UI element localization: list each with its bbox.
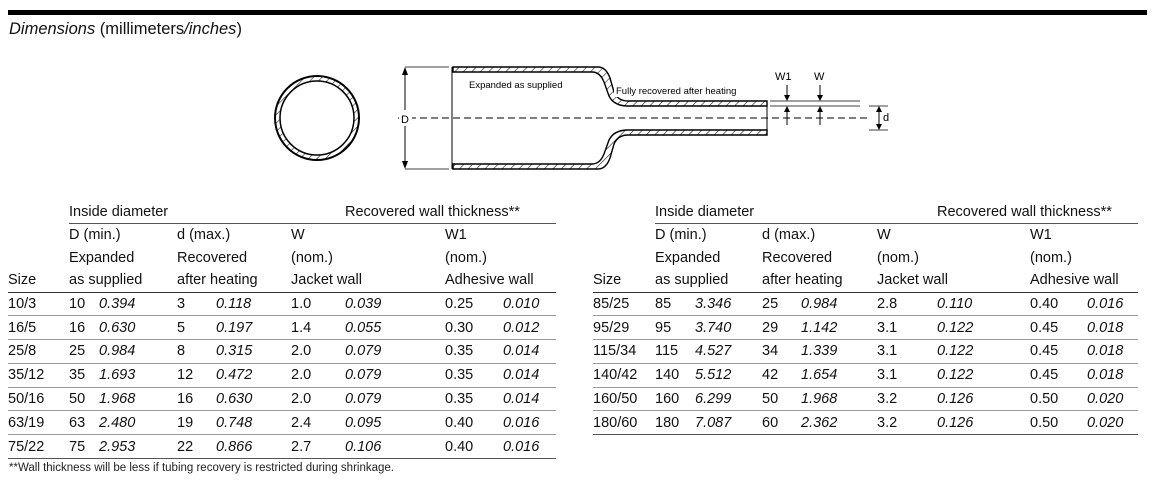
cell-w-in: 0.126 <box>937 387 1030 411</box>
cell-d-mm: 19 <box>177 411 216 435</box>
cell-d-in: 0.118 <box>216 292 291 316</box>
table-body-right <box>593 201 1138 435</box>
cell-d-mm: 35 <box>69 363 99 387</box>
header-D-min: D (min.) <box>69 227 121 244</box>
cell-size: 50/16 <box>8 387 69 411</box>
cell-d-mm: 160 <box>655 387 695 411</box>
cell-d-mm: 42 <box>762 363 801 387</box>
cell-w-in: 0.039 <box>345 292 445 316</box>
cell-w1-mm: 0.35 <box>445 387 503 411</box>
label-D: D <box>401 114 409 126</box>
cell-d-in: 1.968 <box>801 387 877 411</box>
cell-size: 160/50 <box>593 387 655 411</box>
cell-size: 180/60 <box>593 411 655 435</box>
cell-w-mm: 2.4 <box>291 411 345 435</box>
dimension-W <box>770 85 860 125</box>
cell-w1-in: 0.014 <box>503 340 556 364</box>
cell-d-in: 0.984 <box>99 340 177 364</box>
header-d-max: d (max.) <box>762 227 816 244</box>
cell-w1-in: 0.018 <box>1087 340 1138 364</box>
cell-w-mm: 3.1 <box>877 363 937 387</box>
cell-d-in: 2.953 <box>99 435 177 459</box>
cell-w1-mm: 0.45 <box>1030 363 1087 387</box>
cell-d-mm: 63 <box>69 411 99 435</box>
cell-w-mm: 2.0 <box>291 387 345 411</box>
cell-w1-mm: 0.50 <box>1030 411 1087 435</box>
cell-size: 140/42 <box>593 363 655 387</box>
table-row <box>8 411 556 435</box>
label-expanded: Expanded as supplied <box>469 80 563 91</box>
cell-d-in: 3.346 <box>695 292 762 316</box>
cell-w1-mm: 0.35 <box>445 340 503 364</box>
header-size: Size <box>8 269 69 292</box>
cell-w1-in: 0.018 <box>1087 316 1138 340</box>
cell-w1-in: 0.016 <box>503 411 556 435</box>
cell-w-in: 0.122 <box>937 340 1030 364</box>
dimensions-table-right <box>593 201 1138 435</box>
cell-d-in: 1.654 <box>801 363 877 387</box>
cell-w-in: 0.055 <box>345 316 445 340</box>
cell-size: 85/25 <box>593 292 655 316</box>
cell-w1-in: 0.014 <box>503 387 556 411</box>
header-adhesive-wall: Adhesive wall <box>445 269 556 292</box>
table-row <box>8 340 556 364</box>
cross-section-circle <box>275 76 359 160</box>
cell-d-mm: 3 <box>177 292 216 316</box>
header-after-heating: after heating <box>177 269 291 292</box>
header-nom-W: (nom.) <box>291 249 333 266</box>
cell-d-in: 0.866 <box>216 435 291 459</box>
table-row <box>593 387 1138 411</box>
cell-w-mm: 3.1 <box>877 316 937 340</box>
cell-d-mm: 85 <box>655 292 695 316</box>
table-row <box>593 292 1138 316</box>
cell-d-in: 7.087 <box>695 411 762 435</box>
cell-w-mm: 3.1 <box>877 340 937 364</box>
cell-w1-in: 0.014 <box>503 363 556 387</box>
cell-d-in: 3.740 <box>695 316 762 340</box>
cell-w-in: 0.122 <box>937 316 1030 340</box>
cell-size: 10/3 <box>8 292 69 316</box>
cell-w-in: 0.110 <box>937 292 1030 316</box>
cell-d-in: 0.197 <box>216 316 291 340</box>
cell-w-in: 0.122 <box>937 363 1030 387</box>
cell-d-in: 0.630 <box>99 316 177 340</box>
cell-w1-mm: 0.50 <box>1030 387 1087 411</box>
cell-d-mm: 50 <box>762 387 801 411</box>
cell-d-mm: 140 <box>655 363 695 387</box>
header-W: W <box>291 227 305 244</box>
header-W1: W1 <box>445 227 467 244</box>
cell-w1-mm: 0.45 <box>1030 340 1087 364</box>
table-row <box>593 411 1138 435</box>
label-W1: W1 <box>775 71 792 83</box>
header-d-max: d (max.) <box>177 227 231 244</box>
cell-d-mm: 8 <box>177 340 216 364</box>
cell-w1-in: 0.020 <box>1087 387 1138 411</box>
cell-d-in: 0.984 <box>801 292 877 316</box>
cell-d-in: 0.748 <box>216 411 291 435</box>
header-W1: W1 <box>1030 227 1052 244</box>
table-row <box>8 435 556 459</box>
cell-d-mm: 22 <box>177 435 216 459</box>
header-nom-W1: (nom.) <box>1030 249 1072 266</box>
header-jacket-wall: Jacket wall <box>291 269 445 292</box>
cell-d-mm: 180 <box>655 411 695 435</box>
cell-w1-mm: 0.40 <box>445 411 503 435</box>
cell-w1-mm: 0.40 <box>1030 292 1087 316</box>
table-row <box>8 387 556 411</box>
cell-d-mm: 25 <box>69 340 99 364</box>
table-row <box>8 292 556 316</box>
cell-w-in: 0.095 <box>345 411 445 435</box>
cell-w1-in: 0.010 <box>503 292 556 316</box>
cell-size: 25/8 <box>8 340 69 364</box>
cell-w1-mm: 0.45 <box>1030 316 1087 340</box>
label-recovered: Fully recovered after heating <box>616 86 737 97</box>
header-adhesive-wall: Adhesive wall <box>1030 269 1138 292</box>
cell-d-in: 1.142 <box>801 316 877 340</box>
header-inside-diameter: Inside diameter <box>69 201 345 224</box>
cell-d-in: 0.630 <box>216 387 291 411</box>
cell-w1-mm: 0.25 <box>445 292 503 316</box>
cell-size: 35/12 <box>8 363 69 387</box>
cell-size: 16/5 <box>8 316 69 340</box>
cell-d-mm: 29 <box>762 316 801 340</box>
label-W: W <box>814 71 825 83</box>
cell-d-mm: 75 <box>69 435 99 459</box>
cell-w1-mm: 0.30 <box>445 316 503 340</box>
header-nom-W: (nom.) <box>877 249 919 266</box>
cell-w-in: 0.079 <box>345 387 445 411</box>
table-row <box>8 316 556 340</box>
cell-d-in: 1.968 <box>99 387 177 411</box>
cell-d-mm: 50 <box>69 387 99 411</box>
cell-d-in: 0.315 <box>216 340 291 364</box>
cell-d-in: 0.472 <box>216 363 291 387</box>
header-as-supplied: as supplied <box>655 269 762 292</box>
cell-d-mm: 16 <box>177 387 216 411</box>
cell-d-in: 4.527 <box>695 340 762 364</box>
header-inside-diameter: Inside diameter <box>655 201 937 224</box>
header-recovered-wall: Recovered wall thickness** <box>937 201 1138 224</box>
cell-w1-mm: 0.35 <box>445 363 503 387</box>
cell-w1-in: 0.012 <box>503 316 556 340</box>
cell-d-mm: 25 <box>762 292 801 316</box>
cell-w1-in: 0.016 <box>1087 292 1138 316</box>
cell-d-mm: 10 <box>69 292 99 316</box>
cell-d-mm: 115 <box>655 340 695 364</box>
cell-d-in: 0.394 <box>99 292 177 316</box>
cell-w1-in: 0.018 <box>1087 363 1138 387</box>
header-recovered: Recovered <box>177 249 248 266</box>
cell-w-mm: 3.2 <box>877 387 937 411</box>
cell-d-mm: 95 <box>655 316 695 340</box>
section-title: Dimensions (millimeters/inches) <box>9 20 242 38</box>
header-as-supplied: as supplied <box>69 269 177 292</box>
cell-d-in: 6.299 <box>695 387 762 411</box>
cell-d-in: 1.339 <box>801 340 877 364</box>
cell-size: 115/34 <box>593 340 655 364</box>
cell-d-mm: 5 <box>177 316 216 340</box>
cell-w1-in: 0.020 <box>1087 411 1138 435</box>
cell-w1-mm: 0.40 <box>445 435 503 459</box>
cell-w-in: 0.106 <box>345 435 445 459</box>
cell-w-mm: 2.0 <box>291 363 345 387</box>
cell-d-in: 5.512 <box>695 363 762 387</box>
table-row <box>593 340 1138 364</box>
header-jacket-wall: Jacket wall <box>877 269 1030 292</box>
footnote: **Wall thickness will be less if tubing recovery is restricted during shrinkage. <box>9 462 394 474</box>
table-row <box>593 363 1138 387</box>
table-row <box>8 363 556 387</box>
cell-w-mm: 1.0 <box>291 292 345 316</box>
cell-d-mm: 60 <box>762 411 801 435</box>
cell-w-in: 0.079 <box>345 363 445 387</box>
cell-d-in: 2.480 <box>99 411 177 435</box>
cell-w-mm: 2.0 <box>291 340 345 364</box>
table-row <box>593 316 1138 340</box>
header-expanded: Expanded <box>655 249 721 266</box>
header-expanded: Expanded <box>69 249 135 266</box>
cell-w-in: 0.079 <box>345 340 445 364</box>
tubing-diagram <box>0 0 1160 200</box>
cell-d-in: 1.693 <box>99 363 177 387</box>
header-after-heating: after heating <box>762 269 877 292</box>
cell-w1-in: 0.016 <box>503 435 556 459</box>
table-body-left <box>8 201 556 459</box>
cell-size: 95/29 <box>593 316 655 340</box>
cell-size: 75/22 <box>8 435 69 459</box>
cell-w-mm: 3.2 <box>877 411 937 435</box>
cell-d-mm: 34 <box>762 340 801 364</box>
cell-d-in: 2.362 <box>801 411 877 435</box>
label-d: d <box>883 112 890 124</box>
header-W: W <box>877 227 891 244</box>
header-nom-W1: (nom.) <box>445 249 487 266</box>
cell-w-in: 0.126 <box>937 411 1030 435</box>
cell-size: 63/19 <box>8 411 69 435</box>
cell-w-mm: 1.4 <box>291 316 345 340</box>
dimensions-table-left <box>8 201 556 459</box>
header-D-min: D (min.) <box>655 227 707 244</box>
header-size: Size <box>593 269 655 292</box>
cell-w-mm: 2.7 <box>291 435 345 459</box>
cell-d-mm: 12 <box>177 363 216 387</box>
header-recovered: Recovered <box>762 249 833 266</box>
cell-d-mm: 16 <box>69 316 99 340</box>
cell-w-mm: 2.8 <box>877 292 937 316</box>
header-recovered-wall: Recovered wall thickness** <box>345 201 556 224</box>
